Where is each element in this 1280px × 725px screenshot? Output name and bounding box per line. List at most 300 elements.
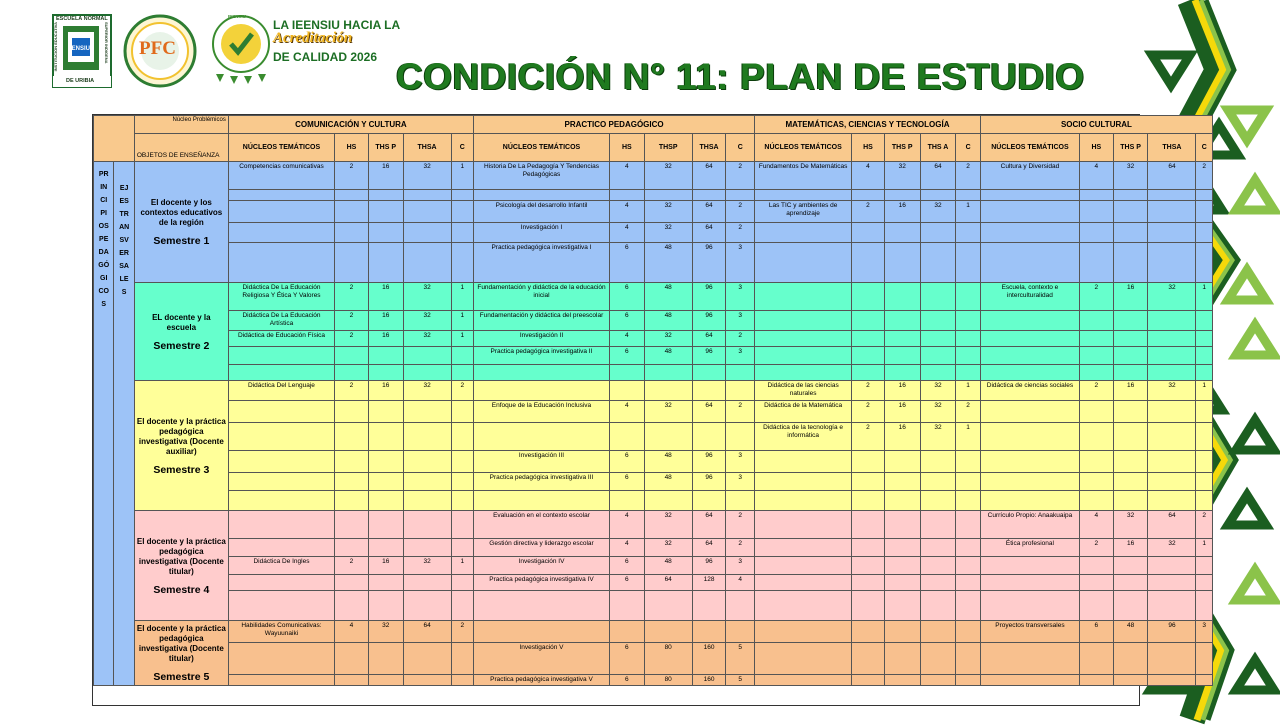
mat-hs-cell [852, 190, 885, 201]
soc-course-name-cell: Didáctica de ciencias sociales [980, 381, 1079, 401]
soc-thsa-cell [1148, 451, 1196, 473]
soc-hs-cell [1079, 491, 1113, 511]
prac-hs-cell: 4 [609, 331, 644, 347]
soc-c-cell [1196, 643, 1213, 675]
comm-thsp-cell [368, 473, 403, 491]
prac-thsp-cell [644, 365, 692, 381]
comm-thsp-cell: 32 [368, 621, 403, 643]
mat-thsp-cell [884, 223, 920, 243]
plan-row [94, 591, 1213, 621]
soc-c-cell: 2 [1196, 162, 1213, 190]
prac-course-name-cell: Historia De La Pedagogía Y Tendencias Pedagógicas [474, 162, 610, 190]
soc-c-cell [1196, 491, 1213, 511]
plan-row [94, 491, 1213, 511]
prac-thsa-cell: 96 [692, 473, 726, 491]
soc-thsa-cell [1148, 190, 1196, 201]
prac-c-cell [726, 591, 755, 621]
soc-course-name-cell [980, 365, 1079, 381]
prac-thsp-cell: 48 [644, 473, 692, 491]
soc-c-cell [1196, 365, 1213, 381]
soc-thsa-cell [1148, 557, 1196, 575]
comm-course-name-cell: Didáctica de Educación Física [228, 331, 334, 347]
acred-line1: LA IEENSIU HACIA LA [273, 18, 401, 32]
mat-hs-cell [852, 283, 885, 311]
comm-hs-cell: 2 [335, 162, 369, 190]
soc-thsa-cell [1148, 243, 1196, 283]
mat-hs-cell [852, 365, 885, 381]
prac-course-name-cell [474, 621, 610, 643]
prac-thsp-cell: 48 [644, 557, 692, 575]
soc-course-name-cell [980, 223, 1079, 243]
soc-c-cell [1196, 223, 1213, 243]
comm-course-name-cell [228, 223, 334, 243]
mat-thsp-cell: 32 [884, 162, 920, 190]
soc-thsa-cell [1148, 491, 1196, 511]
soc-course-name-cell: Currículo Propio: Anaakuaipa [980, 511, 1079, 539]
mat-course-name-cell [755, 311, 852, 331]
comm-thsa-cell [403, 575, 451, 591]
soc-c-cell: 2 [1196, 511, 1213, 539]
comm-thsa-cell [403, 643, 451, 675]
mat-thsa-cell [920, 591, 956, 621]
prac-course-name-cell [474, 591, 610, 621]
study-plan-table [92, 114, 1207, 706]
prac-thsa-cell: 96 [692, 347, 726, 365]
comm-thsp-cell: 16 [368, 331, 403, 347]
comm-course-name-cell [228, 539, 334, 557]
comm-thsa-cell [403, 451, 451, 473]
prac-thsa-cell: 128 [692, 575, 726, 591]
prac-thsa-cell [692, 365, 726, 381]
prac-hs-cell [609, 365, 644, 381]
prac-hs-cell: 4 [609, 223, 644, 243]
semester-core-problem: El docente y la práctica pedagógica investigativa (Docente auxiliar) [136, 416, 226, 456]
comm-c-cell: 1 [451, 311, 473, 331]
prac-course-name-cell: Psicología del desarrollo Infantil [474, 201, 610, 223]
prac-thsp-cell: 64 [644, 575, 692, 591]
prac-thsa-cell: 96 [692, 557, 726, 575]
prac-thsa-cell: 64 [692, 511, 726, 539]
mat-thsa-cell: 32 [920, 381, 956, 401]
comm-course-name-cell [228, 451, 334, 473]
prac-c-cell: 3 [726, 283, 755, 311]
prac-hs-cell: 6 [609, 557, 644, 575]
comm-c-cell [451, 365, 473, 381]
soc-hs-cell: 4 [1079, 511, 1113, 539]
prac-c-cell: 3 [726, 451, 755, 473]
semester-label: Semestre 1 [153, 235, 210, 247]
mat-thsa-cell [920, 365, 956, 381]
mat-c-cell [956, 331, 981, 347]
plan-row [94, 283, 1213, 311]
soc-course-name-cell [980, 451, 1079, 473]
mat-hs-cell [852, 557, 885, 575]
soc-c-cell [1196, 190, 1213, 201]
col-header-nucleos-mat: NÚCLEOS TEMÁTICOS [755, 134, 852, 162]
comm-c-cell [451, 675, 473, 686]
comm-c-cell: 1 [451, 557, 473, 575]
prac-hs-cell: 4 [609, 162, 644, 190]
mat-thsp-cell [884, 621, 920, 643]
prac-thsp-cell: 32 [644, 401, 692, 423]
mat-course-name-cell: Didáctica de la Matemática [755, 401, 852, 423]
comm-c-cell [451, 473, 473, 491]
mat-thsa-cell [920, 473, 956, 491]
prac-course-name-cell: Investigación III [474, 451, 610, 473]
comm-course-name-cell [228, 190, 334, 201]
prac-c-cell: 2 [726, 511, 755, 539]
soc-course-name-cell [980, 473, 1079, 491]
plan-row [94, 190, 1213, 201]
mat-c-cell: 2 [956, 401, 981, 423]
mat-hs-cell [852, 223, 885, 243]
comm-hs-cell [335, 190, 369, 201]
mat-hs-cell [852, 473, 885, 491]
prac-thsp-cell: 32 [644, 223, 692, 243]
header-nucleo-problemicos: Núcleo Problémicos [134, 116, 228, 134]
comm-thsp-cell [368, 539, 403, 557]
comm-course-name-cell [228, 201, 334, 223]
soc-c-cell [1196, 591, 1213, 621]
soc-course-name-cell: Cultura y Diversidad [980, 162, 1079, 190]
soc-c-cell [1196, 423, 1213, 451]
mat-thsa-cell [920, 575, 956, 591]
prac-thsa-cell: 96 [692, 451, 726, 473]
soc-hs-cell [1079, 643, 1113, 675]
soc-thsp-cell [1113, 347, 1148, 365]
comm-hs-cell [335, 223, 369, 243]
mat-c-cell [956, 365, 981, 381]
comm-hs-cell [335, 675, 369, 686]
prac-hs-cell: 6 [609, 575, 644, 591]
prac-c-cell: 3 [726, 311, 755, 331]
soc-hs-cell [1079, 575, 1113, 591]
col-header-hs-prac: HS [609, 134, 644, 162]
prac-course-name-cell: Enfoque de la Educación Inclusiva [474, 401, 610, 423]
soc-hs-cell [1079, 190, 1113, 201]
prac-c-cell [726, 190, 755, 201]
plan-row [94, 473, 1213, 491]
prac-thsa-cell [692, 591, 726, 621]
col-header-thsa-prac: THSA [692, 134, 726, 162]
header-objetos-ensenanza: OBJETOS DE ENSEÑANZA [134, 134, 228, 162]
mat-thsa-cell [920, 557, 956, 575]
prac-thsa-cell [692, 491, 726, 511]
mat-thsp-cell [884, 311, 920, 331]
comm-thsp-cell [368, 347, 403, 365]
prac-thsa-cell: 96 [692, 283, 726, 311]
comm-thsa-cell [403, 591, 451, 621]
logo-normal-line2: SUPERIOR INDIGENA [104, 22, 109, 64]
soc-thsp-cell [1113, 223, 1148, 243]
prac-thsa-cell: 96 [692, 243, 726, 283]
soc-thsa-cell: 64 [1148, 162, 1196, 190]
col-header-nucleos-soc: NÚCLEOS TEMÁTICOS [980, 134, 1079, 162]
prac-thsa-cell [692, 621, 726, 643]
mat-course-name-cell [755, 643, 852, 675]
mat-hs-cell: 2 [852, 201, 885, 223]
soc-thsp-cell [1113, 451, 1148, 473]
mat-course-name-cell [755, 331, 852, 347]
acred-line3: DE CALIDAD 2026 [273, 50, 378, 64]
prac-c-cell: 3 [726, 557, 755, 575]
mat-course-name-cell: Didáctica de la tecnología e informática [755, 423, 852, 451]
prac-hs-cell [609, 381, 644, 401]
prac-thsa-cell [692, 381, 726, 401]
soc-course-name-cell [980, 347, 1079, 365]
soc-hs-cell [1079, 331, 1113, 347]
comm-thsp-cell [368, 423, 403, 451]
prac-thsa-cell: 64 [692, 223, 726, 243]
soc-thsp-cell [1113, 675, 1148, 686]
comm-c-cell: 1 [451, 283, 473, 311]
prac-thsp-cell: 80 [644, 643, 692, 675]
mat-thsa-cell [920, 331, 956, 347]
mat-hs-cell [852, 347, 885, 365]
comm-c-cell [451, 643, 473, 675]
col-header-c-mat: C [956, 134, 981, 162]
plan-row [94, 331, 1213, 347]
mat-thsp-cell: 16 [884, 201, 920, 223]
comm-course-name-cell [228, 401, 334, 423]
comm-hs-cell [335, 491, 369, 511]
comm-thsp-cell [368, 401, 403, 423]
soc-thsp-cell [1113, 331, 1148, 347]
semester-core-problem: El docente y la práctica pedagógica investigativa (Docente titular) [136, 624, 226, 663]
mat-c-cell [956, 675, 981, 686]
comm-c-cell [451, 190, 473, 201]
mat-c-cell: 2 [956, 162, 981, 190]
prac-hs-cell: 6 [609, 311, 644, 331]
mat-thsa-cell: 32 [920, 423, 956, 451]
col-header-thsp-soc: THS P [1113, 134, 1148, 162]
soc-course-name-cell [980, 575, 1079, 591]
mat-course-name-cell: Didáctica de las ciencias naturales [755, 381, 852, 401]
mat-thsp-cell [884, 451, 920, 473]
comm-thsp-cell [368, 365, 403, 381]
prac-hs-cell [609, 491, 644, 511]
comm-thsa-cell [403, 491, 451, 511]
comm-hs-cell [335, 451, 369, 473]
soc-thsp-cell [1113, 190, 1148, 201]
mat-hs-cell [852, 511, 885, 539]
logo-normal-left: INSTITUCION EDUCATIVA [53, 22, 58, 72]
col-header-c-soc: C [1196, 134, 1213, 162]
mat-thsa-cell [920, 511, 956, 539]
comm-course-name-cell: Didáctica De La Educación Artística [228, 311, 334, 331]
semester-label: Semestre 5 [153, 671, 210, 683]
prac-c-cell: 2 [726, 539, 755, 557]
logo-normal-center: IENSIU [70, 46, 91, 52]
soc-thsa-cell: 96 [1148, 621, 1196, 643]
comm-thsa-cell [403, 539, 451, 557]
soc-thsa-cell [1148, 401, 1196, 423]
mat-thsp-cell [884, 331, 920, 347]
comm-c-cell [451, 223, 473, 243]
comm-course-name-cell: Didáctica De Ingles [228, 557, 334, 575]
soc-hs-cell: 6 [1079, 621, 1113, 643]
mat-thsp-cell [884, 190, 920, 201]
mat-thsp-cell [884, 643, 920, 675]
soc-hs-cell [1079, 675, 1113, 686]
col-header-hs-comm: HS [335, 134, 369, 162]
prac-hs-cell: 4 [609, 539, 644, 557]
soc-thsp-cell [1113, 575, 1148, 591]
mat-c-cell [956, 223, 981, 243]
comm-c-cell [451, 511, 473, 539]
mat-c-cell [956, 511, 981, 539]
soc-hs-cell [1079, 311, 1113, 331]
comm-hs-cell [335, 473, 369, 491]
col-header-thsp-mat: THS P [884, 134, 920, 162]
comm-course-name-cell [228, 675, 334, 686]
prac-thsp-cell: 48 [644, 243, 692, 283]
prac-thsp-cell [644, 190, 692, 201]
mat-thsa-cell [920, 223, 956, 243]
mat-thsa-cell [920, 643, 956, 675]
sidebar-header-spacer [94, 116, 135, 162]
comm-thsp-cell: 16 [368, 311, 403, 331]
prac-hs-cell [609, 591, 644, 621]
comm-course-name-cell: Competencias comunicativas [228, 162, 334, 190]
soc-thsp-cell [1113, 243, 1148, 283]
comm-thsp-cell [368, 201, 403, 223]
soc-thsp-cell [1113, 557, 1148, 575]
mat-c-cell [956, 243, 981, 283]
comm-course-name-cell [228, 243, 334, 283]
plan-row [94, 311, 1213, 331]
prac-thsp-cell [644, 381, 692, 401]
comm-hs-cell [335, 591, 369, 621]
soc-hs-cell [1079, 223, 1113, 243]
prac-c-cell [726, 381, 755, 401]
comm-course-name-cell [228, 423, 334, 451]
comm-thsa-cell [403, 243, 451, 283]
comm-hs-cell: 2 [335, 283, 369, 311]
col-header-nucleos-prac: NÚCLEOS TEMÁTICOS [474, 134, 610, 162]
comm-thsa-cell [403, 423, 451, 451]
prac-thsa-cell: 64 [692, 401, 726, 423]
soc-c-cell [1196, 347, 1213, 365]
soc-hs-cell [1079, 243, 1113, 283]
soc-thsp-cell [1113, 643, 1148, 675]
mat-course-name-cell [755, 675, 852, 686]
soc-thsp-cell: 16 [1113, 539, 1148, 557]
soc-thsp-cell: 16 [1113, 381, 1148, 401]
ejes-transversales-label: EJES TRANSVERSALES [114, 162, 134, 686]
semester-core-problem: EL docente y la escuela [152, 312, 211, 332]
semester-label: Semestre 4 [153, 583, 210, 596]
prac-c-cell: 4 [726, 575, 755, 591]
soc-hs-cell [1079, 591, 1113, 621]
prac-hs-cell: 6 [609, 643, 644, 675]
soc-thsa-cell: 32 [1148, 283, 1196, 311]
comm-hs-cell [335, 365, 369, 381]
semester-core-problem: El docente y los contextos educativos de la región [140, 198, 223, 227]
prac-course-name-cell: Fundamentación y didáctica de la educación inicial [474, 283, 610, 311]
comm-hs-cell: 2 [335, 557, 369, 575]
soc-c-cell: 1 [1196, 539, 1213, 557]
soc-hs-cell: 2 [1079, 381, 1113, 401]
logo-normal-line3: DE URIBIA [66, 78, 95, 84]
soc-c-cell [1196, 401, 1213, 423]
prac-hs-cell [609, 621, 644, 643]
plan-row [94, 162, 1213, 190]
prac-course-name-cell [474, 365, 610, 381]
mat-course-name-cell [755, 511, 852, 539]
comm-course-name-cell: Didáctica De La Educación Religiosa Y Ética Y Valores [228, 283, 334, 311]
soc-course-name-cell [980, 201, 1079, 223]
comm-thsp-cell [368, 243, 403, 283]
soc-c-cell [1196, 451, 1213, 473]
comm-hs-cell: 2 [335, 311, 369, 331]
prac-c-cell: 3 [726, 473, 755, 491]
prac-course-name-cell: Investigación II [474, 331, 610, 347]
mat-hs-cell [852, 243, 885, 283]
prac-course-name-cell [474, 423, 610, 451]
soc-thsa-cell: 32 [1148, 381, 1196, 401]
mat-thsa-cell [920, 347, 956, 365]
semester-core-cell [134, 621, 228, 686]
comm-c-cell: 1 [451, 331, 473, 347]
soc-thsa-cell [1148, 643, 1196, 675]
prac-thsa-cell: 160 [692, 643, 726, 675]
prac-course-name-cell: Gestión directiva y liderazgo escolar [474, 539, 610, 557]
mat-thsp-cell: 16 [884, 423, 920, 451]
mat-hs-cell [852, 311, 885, 331]
page-title: CONDICIÓN N° 11: PLAN DE ESTUDIO [396, 56, 1085, 97]
mat-c-cell [956, 539, 981, 557]
prac-thsp-cell: 32 [644, 511, 692, 539]
logo-normal-line1: ESCUELA NORMAL [56, 16, 108, 22]
soc-thsa-cell [1148, 591, 1196, 621]
soc-c-cell: 1 [1196, 381, 1213, 401]
prac-thsp-cell: 48 [644, 283, 692, 311]
plan-row [94, 201, 1213, 223]
mat-thsa-cell [920, 621, 956, 643]
prac-hs-cell: 4 [609, 201, 644, 223]
comm-hs-cell [335, 423, 369, 451]
mat-hs-cell [852, 575, 885, 591]
mat-course-name-cell [755, 557, 852, 575]
soc-thsa-cell [1148, 331, 1196, 347]
soc-course-name-cell [980, 401, 1079, 423]
comm-thsp-cell [368, 575, 403, 591]
comm-hs-cell [335, 201, 369, 223]
soc-hs-cell [1079, 401, 1113, 423]
soc-course-name-cell: Proyectos transversales [980, 621, 1079, 643]
semester-label: Semestre 3 [153, 463, 210, 476]
soc-course-name-cell: Ética profesional [980, 539, 1079, 557]
col-header-thsp-prac: THSP [644, 134, 692, 162]
prac-thsp-cell: 80 [644, 675, 692, 686]
soc-thsa-cell: 64 [1148, 511, 1196, 539]
prac-course-name-cell: Evaluación en el contexto escolar [474, 511, 610, 539]
comm-thsp-cell [368, 591, 403, 621]
soc-thsa-cell [1148, 311, 1196, 331]
mat-hs-cell [852, 675, 885, 686]
soc-course-name-cell [980, 423, 1079, 451]
mat-course-name-cell: Las TIC y ambientes de aprendizaje [755, 201, 852, 223]
comm-c-cell [451, 347, 473, 365]
prac-c-cell [726, 621, 755, 643]
mat-course-name-cell [755, 243, 852, 283]
soc-thsa-cell [1148, 365, 1196, 381]
comm-c-cell: 2 [451, 621, 473, 643]
mat-thsp-cell: 16 [884, 381, 920, 401]
mat-thsp-cell [884, 675, 920, 686]
mat-hs-cell: 2 [852, 381, 885, 401]
